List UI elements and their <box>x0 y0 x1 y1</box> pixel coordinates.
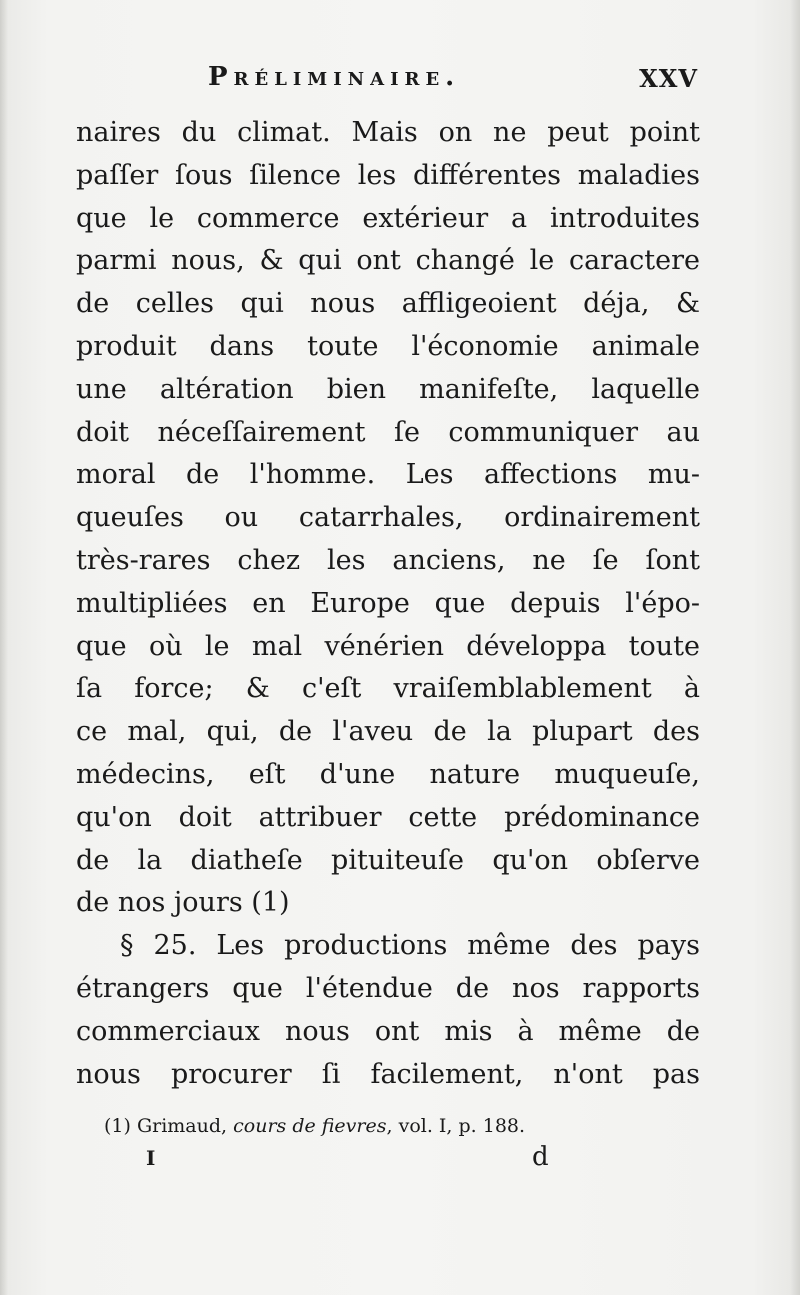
text-line: de celles qui nous affligeoient déja, & <box>76 288 700 320</box>
text-line: naires du climat. Mais on ne peut point <box>76 117 700 148</box>
paragraph-start-line: § 25. Les productions même des pays <box>120 930 700 962</box>
text-line: étrangers que l'étendue de nos rapports <box>76 972 700 1004</box>
text-line: médecins, eſt d'une nature muqueuſe, <box>76 758 700 790</box>
page-edge-shadow-left <box>0 0 8 1295</box>
text-line: queuſes ou catarrhales, ordinairement <box>76 502 700 534</box>
footnote-title: cours de fievres <box>233 1115 387 1137</box>
text-line: moral de l'homme. Les affections mu- <box>76 459 700 491</box>
page-edge-shadow-right <box>790 0 800 1295</box>
footnote-reference: , vol. I, p. 188. <box>386 1115 526 1137</box>
footnote <box>104 1115 624 1137</box>
body-text <box>76 112 700 1096</box>
text-line: paſſer ſous ſilence les différentes maladies <box>76 159 700 191</box>
text-line: que où le mal vénérien développa toute <box>76 630 700 662</box>
text-line: qu'on doit attribuer cette prédominance <box>76 801 700 833</box>
text-line: une altération bien manifeſte, laquelle <box>76 373 700 405</box>
text-line: doit néceſſairement ſe communiquer au <box>76 416 700 448</box>
page-header <box>208 62 698 102</box>
text-line: que le commerce extérieur a introduites <box>76 202 700 234</box>
running-title: Préliminaire. <box>208 62 461 92</box>
signature-mark-right: d <box>532 1142 549 1172</box>
text-line: nous procurer ſi facilement, n'ont pas <box>76 1058 700 1090</box>
text-line: très-rares chez les anciens, ne ſe ſont <box>76 544 700 576</box>
page-number: XXV <box>639 64 698 93</box>
text-line: commerciaux nous ont mis à même de <box>76 1015 700 1047</box>
text-line: ſa force; & c'eſt vraiſemblablement à <box>76 673 700 705</box>
text-line: multipliées en Europe que depuis l'épo- <box>76 587 700 619</box>
signature-mark-left: I <box>146 1146 156 1170</box>
text-line: produit dans toute l'économie animale <box>76 330 700 362</box>
footnote-marker: (1) Grimaud, <box>104 1115 234 1137</box>
paragraph-end-line: de nos jours (1) <box>76 887 290 919</box>
text-line: ce mal, qui, de l'aveu de la plupart des <box>76 716 700 748</box>
text-line: de la diatheſe pituiteuſe qu'on obſerve <box>76 844 700 876</box>
text-line: parmi nous, & qui ont changé le caractere <box>76 245 700 277</box>
